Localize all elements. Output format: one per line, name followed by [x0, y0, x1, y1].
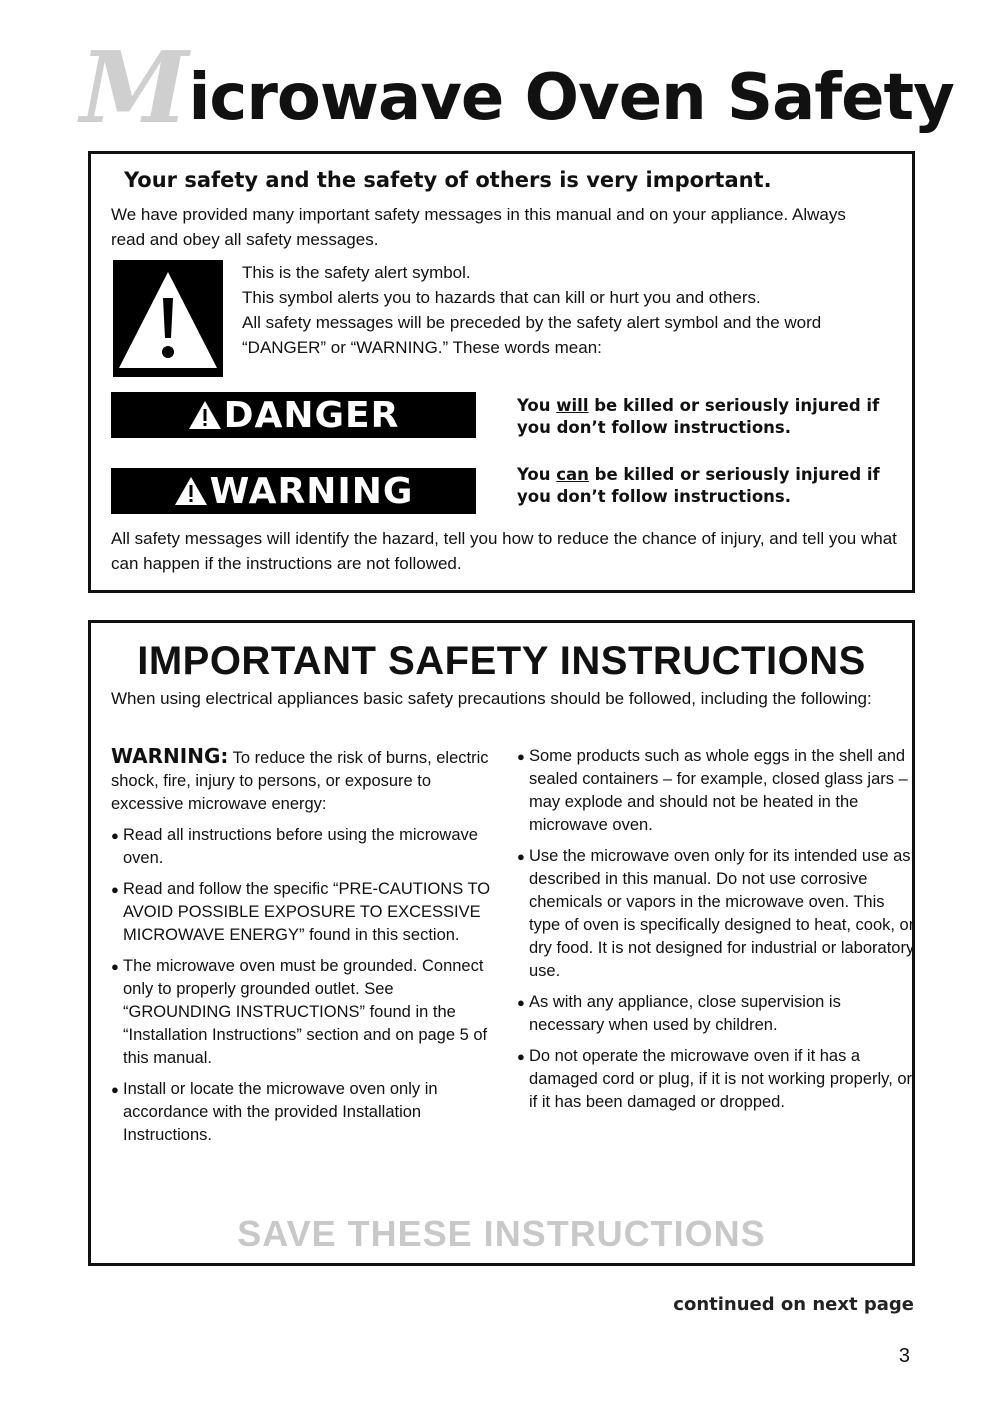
title-decorative-initial: M [80, 31, 183, 146]
danger-emphasis: will [556, 396, 589, 415]
bullet-icon: ● [517, 849, 525, 864]
instructions-intro: When using electrical appliances basic safety precautions should be followed, including the following: [111, 689, 872, 708]
list-item: ● Install or locate the microwave oven only in accordance with the provided Installation Instructions. [111, 1078, 496, 1147]
continued-note: continued on next page [673, 1294, 914, 1315]
bullet-icon: ● [111, 882, 119, 897]
safety-info-box [88, 151, 915, 593]
instructions-heading: IMPORTANT SAFETY INSTRUCTIONS [137, 639, 866, 683]
bullet-icon: ● [517, 1049, 525, 1064]
danger-signal-word [111, 392, 476, 438]
list-item: ● Read all instructions before using the microwave oven. [111, 824, 496, 870]
symbol-line: All safety messages will be preceded by the safety alert symbol and the word “DANGER” or “WARNING.” These words mean: [242, 313, 822, 357]
bullet-icon: ● [517, 749, 525, 764]
warning-triangle-icon [113, 260, 223, 377]
warning-label: WARNING [209, 470, 414, 512]
symbol-line: This symbol alerts you to hazards that can kill or hurt you and others. [242, 288, 761, 307]
danger-description: You will be killed or seriously injured if you don’t follow instructions. [517, 396, 880, 437]
list-item: ● The microwave oven must be grounded. Connect only to properly grounded outlet. See “GROUNDING INSTRUCTIONS” found in the “Installation Instructions” section and on page 5 of this manual. [111, 955, 496, 1070]
warning-paragraph [111, 745, 496, 816]
instructions-left-column [111, 745, 496, 1147]
page-number: 3 [898, 1345, 910, 1367]
page-title [80, 31, 954, 146]
instructions-right-column [517, 745, 917, 1114]
save-instructions-banner: SAVE THESE INSTRUCTIONS [237, 1213, 766, 1254]
safety-box-heading: Your safety and the safety of others is very important. [124, 168, 772, 192]
symbol-line: This is the safety alert symbol. [242, 263, 471, 282]
warning-emphasis: can [556, 465, 589, 484]
warning-signal-word [111, 468, 476, 514]
bullet-icon: ● [111, 1082, 119, 1097]
list-item: ● As with any appliance, close supervision is necessary when used by children. [517, 991, 917, 1037]
list-item: ● Use the microwave oven only for its intended use as described in this manual. Do not use corrosive chemicals or vapors in the microwave oven. This type of oven is specifically designed to heat, cook, or dry food. It is not designed for industrial or laboratory use. [517, 845, 917, 983]
danger-label: DANGER [223, 394, 400, 436]
safety-box-footer: All safety messages will identify the hazard, tell you how to reduce the chance of injury, and tell you what can happen if the instructions are not followed. [111, 529, 897, 573]
bullet-icon: ● [111, 828, 119, 843]
list-item: ● Some products such as whole eggs in the shell and sealed containers – for example, closed glass jars – may explode and should not be heated in the microwave oven. [517, 745, 917, 837]
safety-symbol-description [242, 260, 892, 360]
title-text: icrowave Oven Safety [188, 61, 954, 135]
warning-lead-text: To reduce the risk of burns, electric shock, fire, injury to persons, or exposure to excessive microwave energy: [111, 749, 489, 813]
important-instructions-box [88, 620, 915, 1266]
warning-label: WARNING: [111, 744, 229, 768]
list-item: ● Do not operate the microwave oven if it has a damaged cord or plug, if it is not working properly, or if it has been damaged or dropped. [517, 1045, 917, 1114]
bullet-icon: ● [517, 995, 525, 1010]
list-item: ● Read and follow the specific “PRE-CAUTIONS TO AVOID POSSIBLE EXPOSURE TO EXCESSIVE MICROWAVE ENERGY” found in this section. [111, 878, 496, 947]
safety-box-intro: We have provided many important safety messages in this manual and on your appliance. Always read and obey all safety messages. [111, 205, 846, 249]
warning-description: You can be killed or seriously injured if you don’t follow instructions. [517, 465, 880, 506]
bullet-icon: ● [111, 959, 119, 974]
alert-triangle-icon [188, 400, 222, 430]
alert-triangle-icon [174, 476, 208, 506]
